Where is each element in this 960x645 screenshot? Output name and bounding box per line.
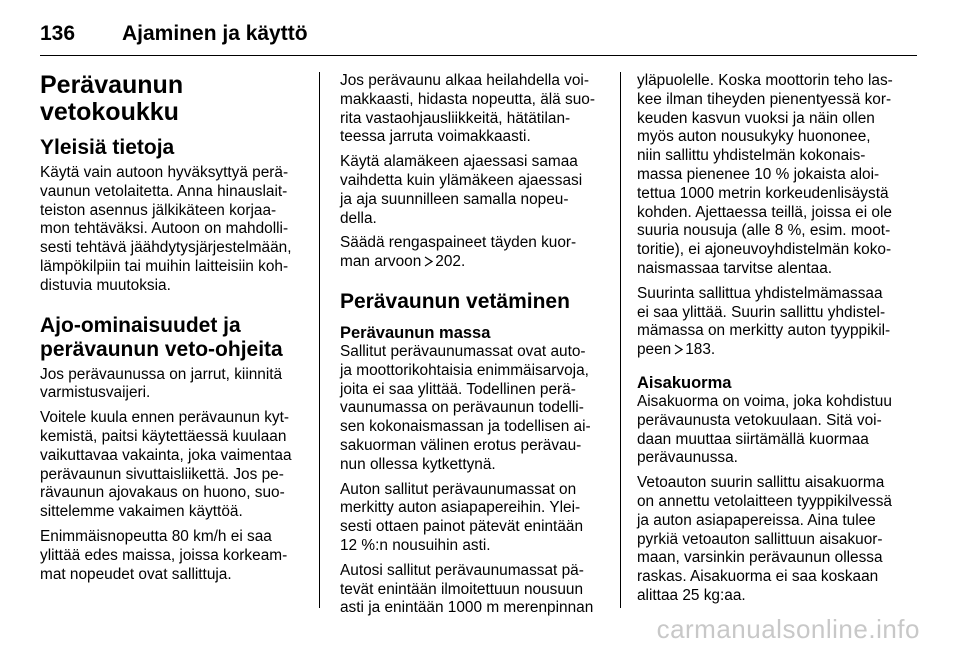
paragraph-rengaspaineet: Säädä rengaspaineet täyden kuor- man arvoon 202.: [340, 234, 577, 271]
header-rule: [40, 55, 917, 56]
heading-peravaunun-massa: Perävaunun massa: [340, 323, 491, 342]
page-ref-202[interactable]: 202.: [435, 253, 466, 271]
watermark: carmanualsonline.info: [656, 614, 920, 644]
page-ref-183[interactable]: 183.: [685, 341, 716, 359]
page-reference-arrow-icon: [424, 256, 433, 267]
heading-ajo-ominaisuudet: Ajo-ominaisuudet ja perävaunun veto-ohjeita: [40, 313, 283, 361]
paragraph-jarrut: Jos perävaunussa on jarrut, kiinnitä varmistusvaijeri.: [40, 365, 283, 402]
paragraph-alamaki: Käytä alamäkeen ajaessasi samaa vaihdetta kuin ylämäkeen ajaessasi ja aja suunnilleen samalla nopeu- della.: [340, 153, 583, 227]
heading-yleisia-tietoja: Yleisiä tietoja: [40, 136, 175, 159]
paragraph-asiapaperit: Auton sallitut perävaunumassat on merkitty auton asiapapereihin. Ylei- sesti ottaen painot pätevät enintään 12 %:n nousuihin asti.: [340, 480, 584, 554]
paragraph-nousu: Autosi sallitut perävaunumassat pä- tevät enintään ilmoitettuun nousuun asti ja enintään 1000 m merenpinnan: [340, 561, 594, 617]
heading-peravaunun-vetaminen: Perävaunun vetäminen: [340, 289, 570, 313]
page-header: [40, 14, 920, 54]
column-3: [637, 72, 905, 606]
page-reference-arrow-icon: [674, 344, 683, 355]
chapter-title: Ajaminen ja käyttö: [122, 22, 308, 45]
heading-aisakuorma: Aisakuorma: [637, 373, 732, 392]
column-2: [340, 72, 602, 618]
paragraph-suurin-aisakuorma: Vetoauton suurin sallittu aisakuorma on annettu vetolaitteen tyyppikilvessä ja auton asiapapereissa. Aina tulee pyrkiä vetoauton sallittuun aisakuor- maan, varsinkin perävaunun ollessa raskas. Aisakuorma ei saa koskaan alittaa 25 kg:aa.: [637, 474, 892, 604]
column-divider-2: [620, 72, 621, 608]
paragraph-kuula: Voitele kuula ennen perävaunun kyt- kemistä, paitsi käytettäessä kuulaan vaikuttavaa vakainta, joka vaimentaa perävaunun sivuttaisliikettä. Jos pe- rävaunun ajovakaus on huono, suo- sittelemme vakaimen käyttöä.: [40, 409, 292, 521]
paragraph-korkeus: yläpuolelle. Koska moottorin teho las- kee ilman tiheyden pienentyessä kor- keuden kasvun vuoksi ja näin ollen myös auton nousukyky huononee, niin sallittu yhdistelmän kokonais- massa pienenee 10 % jokaista aloi- tettua 1000 metrin korkeudenlisäystä kohden. Ajettaessa teillä, joissa ei ole suuria nousuja (alle 8 %, esim. moot- toritie), ei ajoneuvoyhdistelmän koko- naismassaa tarvitse alentaa.: [637, 72, 893, 277]
column-divider-1: [319, 72, 320, 608]
paragraph-heilahtelu: Jos perävaunu alkaa heilahdella voi- makkaasti, hidasta nopeutta, älä suo- rita vastaohjausliikkeitä, hätätilan- teessa jarruta voimakkaasti.: [340, 72, 595, 146]
paragraph-vetolaite: Käytä vain autoon hyväksyttyä perä- vaunun vetolaitetta. Anna hinauslait- teiston asennus jälkikäteen korjaa- mon tehtäväksi. Autoon on mahdolli- sesti tehtävä jäähdytysjärjestelmään, lämpökilpiin tai muihin laitteisiin koh- distuvia muutoksia.: [40, 164, 292, 294]
paragraph-aisakuorma-maaritelma: Aisakuorma on voima, joka kohdistuu perävaunusta vetokuulaan. Sitä voi- daan muuttaa siirtämällä kuormaa perävaunussa.: [637, 392, 892, 467]
paragraph-yhdistelmamassa: Suurinta sallittua yhdistelmämassaa ei saa ylittää. Suurin sallittu yhdistel- mämassa on merkitty auton tyyppikil- peen 183.: [637, 284, 891, 359]
column-1: [40, 72, 306, 584]
paragraph-nopeus: Enimmäisnopeutta 80 km/h ei saa ylittää edes maissa, joissa korkeam- mat nopeudet ovat sallittuja.: [40, 527, 288, 583]
section-title-peravaunun-vetokoukku: Perävaunun vetokoukku: [40, 71, 184, 126]
page-number: 136: [40, 22, 76, 45]
paragraph-sallitut-massat: Sallitut perävaunumassat ovat auto- ja moottorikohtaisia enimmäisarvoja, joita ei saa ylittää. Todellinen perä- vaunumassa on perävaunun todelli- sen kokonaismassan ja todellisen ai- sakuorman välinen erotus perävau- nun ollessa kytkettynä.: [340, 342, 591, 473]
